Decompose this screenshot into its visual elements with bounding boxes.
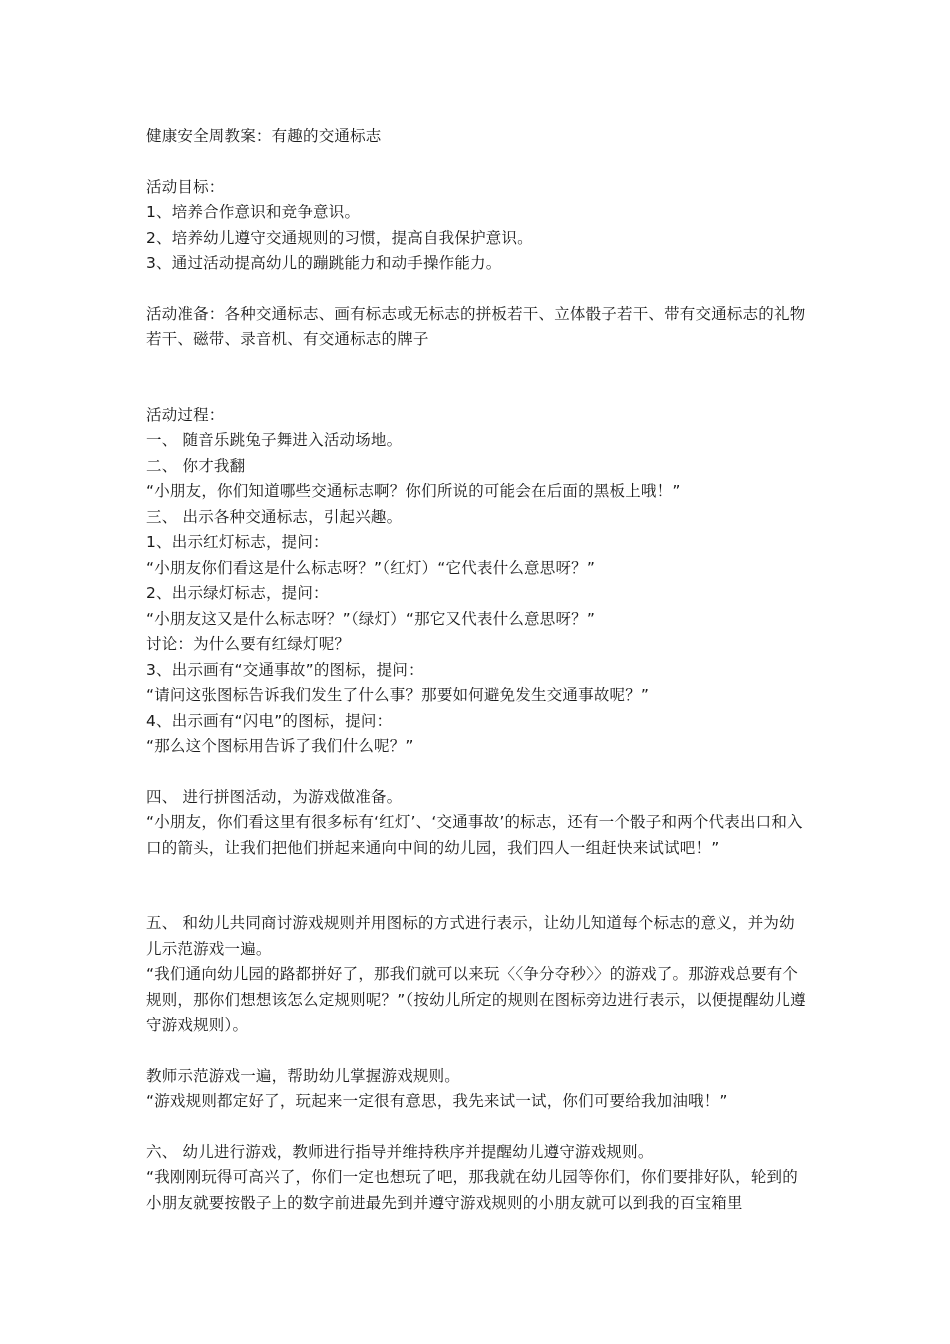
step-5: 五、 和幼儿共同商讨游戏规则并用图标的方式进行表示，让幼儿知道每个标志的意义，并为幼儿示范游戏一遍。	[146, 914, 795, 958]
goal-item: 1、培养合作意识和竞争意识。	[146, 203, 361, 221]
goal-item: 3、通过活动提高幼儿的蹦跳能力和动手操作能力。	[146, 254, 502, 272]
step-4-quote: “小朋友，你们看这里有很多标有‘红灯’、‘交通事故’的标志，还有一个骰子和两个代表出口和入口的箭头，让我们把他们拼起来通向中间的幼儿园，我们四人一组赶快来试试吧！”	[146, 813, 803, 857]
step-5-quote: “我们通向幼儿园的路都拼好了，那我们就可以来玩〈〈争分夺秒〉〉的游戏了。那游戏总要有个规则，那你们想想该怎么定规则呢？”（按幼儿所定的规则在图标旁边进行表示，以便提醒幼儿遵守游戏规则）。	[146, 965, 806, 1034]
document-title: 健康安全周教案：有趣的交通标志	[146, 127, 382, 145]
step-3-line: 3、出示画有“交通事故”的图标，提问：	[146, 660, 424, 679]
spacer	[146, 353, 808, 403]
step-2-quote: “小朋友，你们知道哪些交通标志啊？你们所说的可能会在后面的黑板上哦！”	[146, 482, 681, 500]
spacer	[146, 277, 808, 302]
spacer	[146, 1039, 808, 1064]
step-3-line: 讨论：为什么要有红绿灯呢？	[146, 635, 351, 653]
document-body	[146, 124, 808, 1216]
spacer	[146, 150, 808, 175]
process-heading: 活动过程：	[146, 405, 225, 424]
step-3-line: 4、出示画有“闪电”的图标，提问：	[146, 711, 393, 730]
step-3-line: “那么这个图标用告诉了我们什么呢？”	[146, 737, 414, 755]
goals-heading: 活动目标：	[146, 177, 225, 196]
step-3: 三、 出示各种交通标志，引起兴趣。	[146, 507, 403, 526]
step-3-line: 1、出示红灯标志，提问：	[146, 533, 329, 551]
step-3-line: 2、出示绿灯标志，提问：	[146, 584, 329, 602]
step-1: 一、 随音乐跳兔子舞进入活动场地。	[146, 431, 403, 449]
spacer	[146, 760, 808, 785]
goal-item: 2、培养幼儿遵守交通规则的习惯，提高自我保护意识。	[146, 228, 533, 247]
step-6: 六、 幼儿进行游戏，教师进行指导并维持秩序并提醒幼儿遵守游戏规则。	[146, 1142, 654, 1161]
step-3-line: “小朋友这又是什么标志呀？”（绿灯）“那它又代表什么意思呀？”	[146, 609, 596, 628]
spacer	[146, 861, 808, 911]
preparation-paragraph: 活动准备：各种交通标志、画有标志或无标志的拼板若干、立体骰子若干、带有交通标志的礼物若干、磁带、录音机、有交通标志的牌子	[146, 304, 806, 348]
step-3-line: “小朋友你们看这是什么标志呀？”（红灯）“它代表什么意思呀？”	[146, 558, 596, 577]
demo-line: 教师示范游戏一遍，帮助幼儿掌握游戏规则。	[146, 1066, 461, 1085]
step-2: 二、 你才我翻	[146, 456, 246, 475]
demo-quote: “游戏规则都定好了，玩起来一定很有意思，我先来试一试，你们可要给我加油哦！”	[146, 1092, 728, 1110]
spacer	[146, 1115, 808, 1140]
step-3-line: “请问这张图标告诉我们发生了什么事？那要如何避免发生交通事故呢？”	[146, 686, 650, 704]
step-6-quote: “我刚刚玩得可高兴了，你们一定也想玩了吧，那我就在幼儿园等你们，你们要排好队，轮到的小朋友就要按骰子上的数字前进最先到并遵守游戏规则的小朋友就可以到我的百宝箱里	[146, 1168, 798, 1212]
step-4: 四、 进行拼图活动，为游戏做准备。	[146, 787, 403, 806]
